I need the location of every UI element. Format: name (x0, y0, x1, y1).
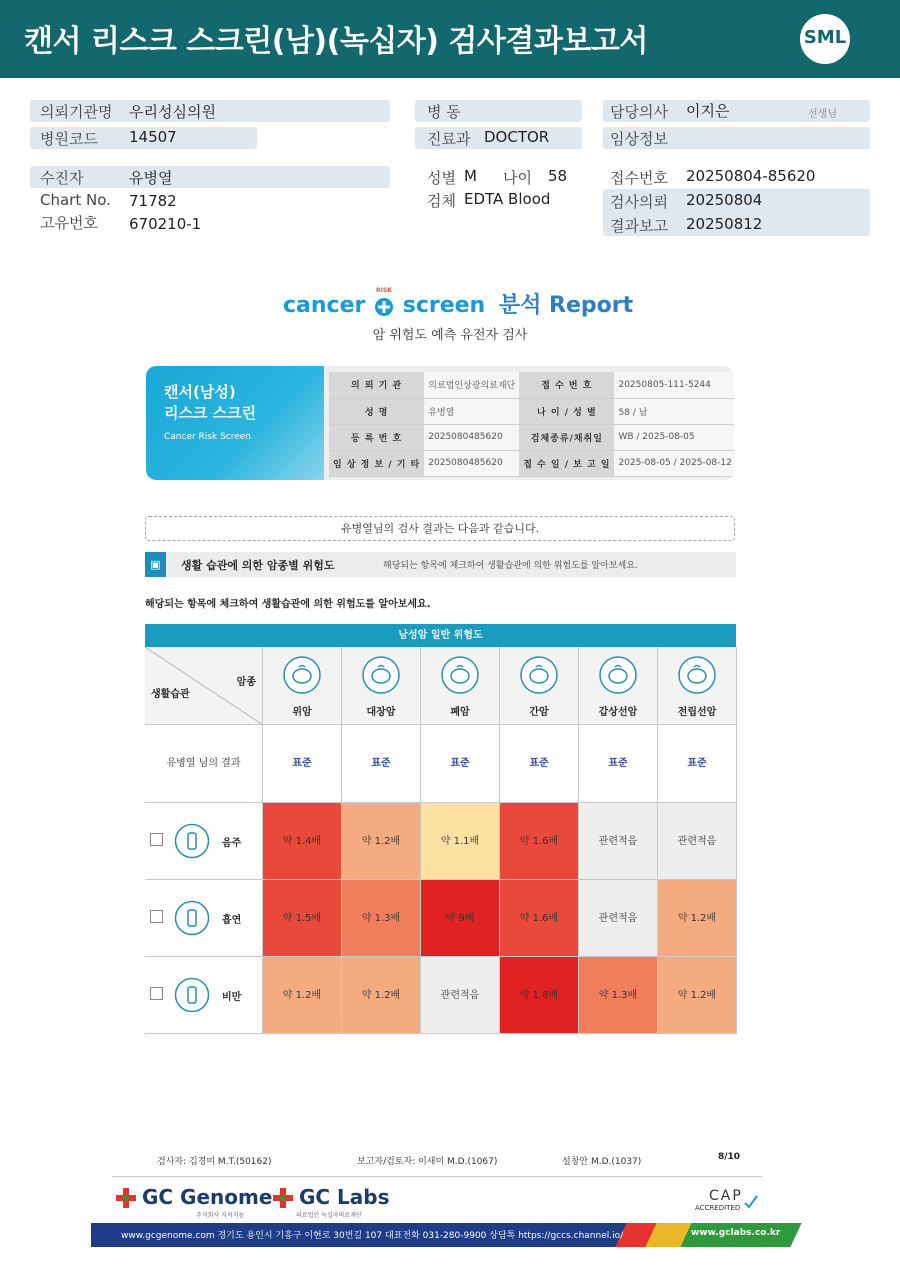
cancer-name: 전립선암 (677, 707, 717, 718)
sml-logo: SML (800, 14, 850, 64)
report-header (0, 0, 900, 78)
section-note: 해당되는 항목에 체크하여 생활습관에 의한 위험도를 알아보세요. (383, 561, 638, 571)
doctor-sign: 설창안 M.D.(1037) (562, 1157, 642, 1167)
gc-labs-brand: GC Labs (299, 1185, 390, 1209)
card-key: 임 상 정 보 / 기 타 (329, 450, 424, 476)
habit-checkbox[interactable] (150, 987, 163, 1000)
footer-url: www.gclabs.co.kr (691, 1228, 781, 1238)
card-key: 나 이 / 성 별 (519, 398, 614, 424)
cancer-column-1 (263, 647, 342, 725)
dept-value: DOCTOR (484, 128, 550, 146)
habit-name: 음주 (222, 838, 242, 849)
sex-value: M (464, 167, 477, 185)
clinical-label: 임상정보 (610, 130, 668, 148)
cancer-screen-logo: cancer RISK screen 분석 Report (283, 287, 634, 318)
card-row (329, 398, 734, 424)
instruction: 해당되는 항목에 체크하여 생활습관에 의한 위험도를 알아보세요. (145, 599, 431, 610)
footer-address: www.gcgenome.com 경기도 용인시 기흥구 이현로 30번길 107 대표전화 031-280-9900 상담톡 https://gccs.channel.io/ (121, 1231, 624, 1241)
grid-corner (145, 647, 263, 725)
cancer-name: 폐암 (450, 707, 470, 718)
gc-genome-sub: 주식회사 지씨지놈 (196, 1212, 245, 1219)
card-value: WB / 2025-08-05 (614, 424, 734, 450)
habit-checkbox[interactable] (150, 910, 163, 923)
risk-cell: 약 1.8배 (500, 957, 579, 1034)
age-label: 나이 (503, 169, 532, 187)
cancer-column-5 (579, 647, 658, 725)
card-value: 20250805-111-5244 (614, 372, 734, 398)
habit-name: 흡연 (222, 915, 242, 926)
obesity-icon (174, 977, 210, 1013)
liver-icon (519, 655, 559, 695)
hospital-code-value: 14507 (129, 128, 177, 146)
thyroid-icon (598, 655, 638, 695)
gc-genome-brand: GC Genome (142, 1185, 273, 1209)
section-bar (145, 552, 736, 577)
risk-cell: 관련적음 (658, 803, 737, 880)
risk-cell: 약 1.2배 (658, 957, 737, 1034)
receipt-label: 접수번호 (610, 169, 668, 187)
institution-label: 의뢰기관명 (40, 103, 113, 121)
card-key: 접 수 번 호 (519, 372, 614, 398)
age-value: 58 (548, 167, 568, 185)
result-value: 표준 (421, 725, 500, 803)
result-label: 유병열 님의 결과 (145, 725, 263, 803)
bed-icon: ▣ (145, 552, 166, 577)
habit-row-alcohol (145, 803, 263, 880)
specimen-label: 검체 (427, 192, 456, 210)
card-row (329, 372, 734, 398)
hospital-code-label: 병원코드 (40, 130, 98, 148)
report-subtitle: 암 위험도 예측 유전자 검사 (372, 328, 528, 343)
risk-cell: 약 9배 (421, 880, 500, 957)
corner-bottom-label: 생활습관 (151, 689, 190, 700)
result-value: 표준 (658, 725, 737, 803)
dept-label: 진료과 (427, 130, 471, 148)
patient-card (146, 366, 734, 480)
risk-cell: 약 1.6배 (500, 803, 579, 880)
prostate-icon (677, 655, 717, 695)
gc-labs-cross-icon (271, 1186, 295, 1210)
specimen-value: EDTA Blood (464, 190, 551, 208)
habit-checkbox[interactable] (150, 833, 163, 846)
risk-cell: 관련적음 (579, 803, 658, 880)
card-value: 의료법인상광의료재단 (424, 372, 519, 398)
chart-label: Chart No. (40, 191, 111, 209)
tester-sign: 검사자: 김경미 M.T.(50162) (157, 1157, 272, 1167)
habit-row-smoking (145, 880, 263, 957)
sex-label: 성별 (427, 169, 456, 187)
risk-cell: 약 1.2배 (342, 957, 421, 1034)
institution-value: 우리성심의원 (129, 103, 216, 121)
risk-cell: 약 1.2배 (658, 880, 737, 957)
corner-top-label: 암종 (236, 677, 256, 688)
page-number: 8/10 (718, 1152, 741, 1162)
receipt-value: 20250804-85620 (686, 167, 816, 185)
report-date-label: 결과보고 (610, 217, 668, 235)
check-icon (743, 1194, 759, 1210)
risk-cell: 약 1.3배 (579, 957, 658, 1034)
result-value: 표준 (263, 725, 342, 803)
card-row (329, 424, 734, 450)
footer-divider (112, 1176, 762, 1177)
cancer-column-6 (658, 647, 737, 725)
result-value: 표준 (342, 725, 421, 803)
patient-row (30, 166, 390, 188)
card-row (329, 450, 734, 476)
gc-labs-sub: 의료법인 녹십자의료재단 (296, 1212, 362, 1219)
patient-label: 수진자 (40, 169, 84, 187)
risk-cell: 약 1.2배 (342, 803, 421, 880)
card-key: 검체종류/채취일 (519, 424, 614, 450)
card-value: 유병열 (424, 398, 519, 424)
cancer-name: 대장암 (366, 707, 396, 718)
risk-tag: RISK (376, 287, 392, 294)
doctor-suffix: 선생님 (808, 109, 837, 120)
habit-row-obesity (145, 957, 263, 1034)
habit-name: 비만 (222, 992, 242, 1003)
colon-icon (361, 655, 401, 695)
risk-cell: 약 1.4배 (263, 803, 342, 880)
smoking-icon (174, 900, 210, 936)
footer-bar (91, 1223, 788, 1247)
section-title: 생활 습관에 의한 암종별 위험도 (181, 559, 335, 572)
cancer-name: 갑상선암 (598, 707, 638, 718)
card-key: 접 수 일 / 보 고 일 (519, 450, 614, 476)
ward-label: 병 동 (427, 103, 461, 121)
risk-cell: 약 1.3배 (342, 880, 421, 957)
result-value: 표준 (500, 725, 579, 803)
result-value: 표준 (579, 725, 658, 803)
card-value: 2025-08-05 / 2025-08-12 (614, 450, 734, 476)
card-banner: 캔서(남성) 리스크 스크린 Cancer Risk Screen (146, 366, 324, 480)
card-value: 2025080485620 (424, 424, 519, 450)
doctor-label: 담당의사 (610, 103, 668, 121)
lung-icon (440, 655, 480, 695)
reporter-sign: 보고자/검토자: 이새미 M.D.(1067) (357, 1157, 498, 1167)
alcohol-icon (174, 823, 210, 859)
risk-cell: 약 1.1배 (421, 803, 500, 880)
risk-cell: 약 1.6배 (500, 880, 579, 957)
risk-cell: 관련적음 (579, 880, 658, 957)
cancer-column-2 (342, 647, 421, 725)
request-value: 20250804 (686, 191, 763, 209)
uid-value: 670210-1 (129, 215, 202, 233)
risk-cell: 약 1.5배 (263, 880, 342, 957)
summary-box: 유병열님의 검사 결과는 다음과 같습니다. (145, 516, 735, 541)
grid-title: 남성암 일반 위험도 (145, 624, 736, 647)
patient-value: 유병열 (129, 169, 173, 187)
report-date-value: 20250812 (686, 215, 763, 233)
card-key: 성 명 (329, 398, 424, 424)
report-title: 캔서 리스크 스크린(남)(녹십자) 검사결과보고서 (24, 24, 648, 59)
risk-cell: 약 1.2배 (263, 957, 342, 1034)
cancer-name: 간암 (529, 707, 549, 718)
stomach-icon (282, 655, 322, 695)
uid-label: 고유번호 (40, 214, 98, 232)
request-label: 검사의뢰 (610, 193, 668, 211)
risk-cell: 관련적음 (421, 957, 500, 1034)
gc-genome-cross-icon (114, 1186, 138, 1210)
risk-plus-icon (373, 295, 395, 317)
card-value: 2025080485620 (424, 450, 519, 476)
cap-accredited-logo: CAP ACCREDITED (695, 1188, 759, 1216)
card-key: 의 뢰 기 관 (329, 372, 424, 398)
chart-value: 71782 (129, 192, 177, 210)
cancer-name: 위암 (292, 707, 312, 718)
card-key: 등 록 번 호 (329, 424, 424, 450)
cancer-column-3 (421, 647, 500, 725)
cancer-column-4 (500, 647, 579, 725)
doctor-value: 이지은 (686, 102, 730, 120)
card-table (329, 372, 734, 477)
card-value: 58 / 남 (614, 398, 734, 424)
